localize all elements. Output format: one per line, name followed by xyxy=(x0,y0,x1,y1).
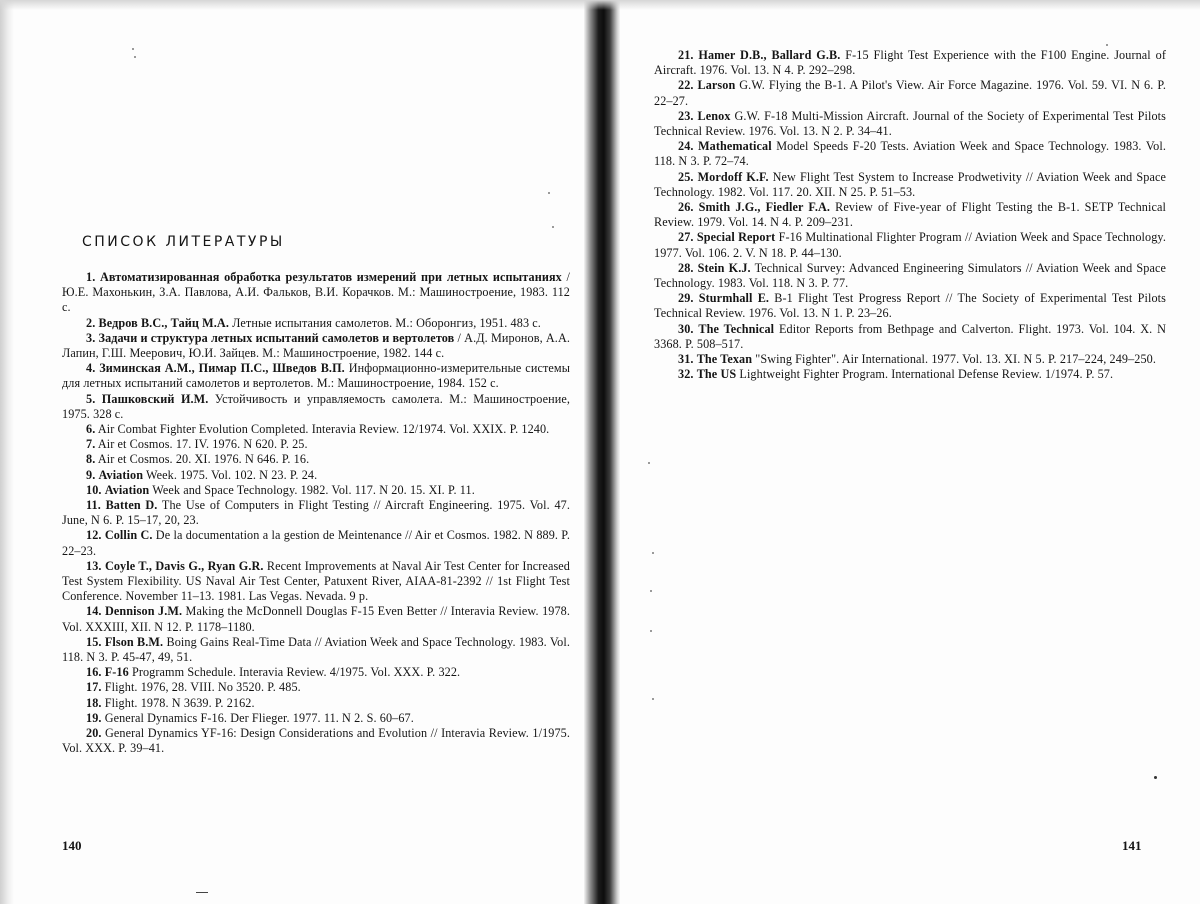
reference-author: Dennison J.M. xyxy=(105,604,183,619)
reference-entry xyxy=(62,331,570,361)
reference-author: Batten D. xyxy=(105,498,158,513)
reference-number: 9. xyxy=(86,467,96,482)
reference-details: Air Combat Fighter Evolution Completed. Interavia Review. 12/1974. Vol. XXIX. P. 1240. xyxy=(97,422,550,437)
reference-details: Programm Schedule. Interavia Review. 4/1975. Vol. XXX. P. 322. xyxy=(128,665,461,680)
reference-number: 31. xyxy=(678,352,694,367)
reference-details: Информационно-измерительные системы для летных испытаний самолетов и вертолетов. М.: Машиностроение, 1984. 152 с. xyxy=(62,361,570,391)
reference-entry xyxy=(654,48,1166,78)
reference-entry xyxy=(62,392,570,422)
page-number-right: 141 xyxy=(1122,838,1142,853)
reference-author: The Texan xyxy=(696,352,753,367)
reference-entry xyxy=(654,139,1166,169)
reference-details: General Dynamics YF-16: Design Considerations and Evolution // Interavia Review. 1/1975. Vol. XXX. P. 39–41. xyxy=(62,726,570,756)
reference-author: Ведров В.С., Тайц М.А. xyxy=(98,315,229,330)
reference-details: Week. 1975. Vol. 102. N 23. P. 24. xyxy=(143,467,318,482)
scan-speck xyxy=(648,462,650,464)
reference-details: / А.Д. Миронов, А.А. Лапин, Г.Ш. Меерович, Ю.И. Зайцев. М.: Машиностроение, 1982. 144 с. xyxy=(62,330,571,361)
reference-author: Aviation xyxy=(98,467,144,482)
reference-details: Air et Cosmos. 17. IV. 1976. N 620. P. 25. xyxy=(97,437,308,452)
reference-entry xyxy=(654,230,1166,260)
reference-entry xyxy=(62,559,570,605)
reference-author: Mathematical xyxy=(698,139,772,154)
book-gutter xyxy=(584,0,620,904)
right-page xyxy=(606,0,1200,904)
reference-entry xyxy=(62,528,570,558)
reference-entry xyxy=(62,726,570,756)
reference-details: Lightweight Fighter Program. International Defense Review. 1/1974. P. 57. xyxy=(736,367,1114,382)
reference-entry xyxy=(62,680,570,695)
reference-entry xyxy=(654,291,1166,321)
reference-number: 29. xyxy=(678,291,694,306)
reference-entry xyxy=(62,316,570,331)
reference-details: Editor Reports from Bethpage and Calverton. Flight. 1973. Vol. 104. X. N 3368. P. 508–517. xyxy=(654,321,1166,351)
reference-author: Larson xyxy=(697,78,736,93)
reference-number: 26. xyxy=(678,200,694,215)
reference-number: 15. xyxy=(86,634,102,649)
reference-details: De la documentation a la gestion de Meintenance // Air et Cosmos. 1982. N 889. P. 22–23. xyxy=(62,528,570,558)
reference-number: 21. xyxy=(678,48,694,62)
reference-details: Recent Improvements at Naval Air Test Center for Increased Test System Flexibility. US Naval Air Test Center, Patuxent River, AIAA-81-2392 // 1st Flight Test Conference. November 11–13. 1981. Las Vegas. Nevada. 9 p. xyxy=(62,558,570,604)
scan-speck xyxy=(552,226,554,228)
reference-number: 14. xyxy=(86,604,102,619)
scan-speck xyxy=(650,590,652,592)
reference-details: Flight. 1976, 28. VIII. No 3520. P. 485. xyxy=(104,680,301,695)
reference-number: 20. xyxy=(86,726,102,741)
reference-author: Special Report xyxy=(696,230,776,245)
reference-entry xyxy=(62,498,570,528)
scan-mark xyxy=(196,892,208,893)
reference-entry xyxy=(654,367,1166,382)
left-page xyxy=(0,0,594,904)
reference-number: 2. xyxy=(86,315,96,330)
reference-author: Smith J.G., Fiedler F.A. xyxy=(698,200,831,215)
left-page-content xyxy=(62,234,570,757)
reference-number: 19. xyxy=(86,710,102,725)
reference-number: 32. xyxy=(678,367,694,382)
reference-entry xyxy=(62,361,570,391)
reference-author: Lenox xyxy=(697,108,731,123)
scan-speck xyxy=(132,48,134,50)
reference-entry xyxy=(62,270,570,316)
reference-entry xyxy=(654,322,1166,352)
reference-number: 27. xyxy=(678,230,694,245)
reference-entry xyxy=(62,452,570,467)
reference-details: Flight. 1978. N 3639. P. 2162. xyxy=(104,695,255,710)
reference-number: 8. xyxy=(86,452,96,467)
reference-details: The Use of Computers in Flight Testing // Aircraft Engineering. 1975. Vol. 47. June, N 6. P. 15–17, 20, 23. xyxy=(62,498,570,528)
reference-number: 1. xyxy=(86,270,96,284)
reference-details: B-1 Flight Test Progress Report // The Society of Experimental Test Pilots Technical Review. 1976. Vol. 13. N 1. P. 23–26. xyxy=(654,291,1166,321)
reference-entry xyxy=(62,696,570,711)
reference-details: Model Speeds F-20 Tests. Aviation Week and Space Technology. 1983. Vol. 118. N 3. P. 72–74. xyxy=(654,139,1166,169)
reference-details: G.W. F-18 Multi-Mission Aircraft. Journal of the Society of Experimental Test Pilots Technical Review. 1976. Vol. 13. N 2. P. 34–41. xyxy=(654,108,1166,139)
reference-details: Устойчивость и управляемость самолета. М.: Машиностроение, 1975. 328 с. xyxy=(62,391,571,421)
reference-details: F-16 Multinational Flighter Program // Aviation Week and Space Technology. 1977. Vol. 106. 2. V. N 18. P. 44–130. xyxy=(654,230,1166,260)
reference-author: Aviation xyxy=(104,482,150,497)
scan-speck xyxy=(652,698,654,700)
reference-entry xyxy=(654,352,1166,367)
reference-details: / Ю.Е. Махонькин, З.А. Павлова, А.И. Фальков, В.И. Корачков. М.: Машиностроение, 1983. 112 с. xyxy=(62,270,570,315)
reference-entry xyxy=(62,468,570,483)
reference-details: Boing Gains Real-Time Data // Aviation Week and Space Technology. 1983. Vol. 118. N 3. P. 45-47, 49, 51. xyxy=(62,634,571,665)
scan-speck xyxy=(548,192,550,194)
reference-author: Автоматизированная обработка результатов измерений при летных испытаниях xyxy=(100,270,562,284)
reference-author: Stein K.J. xyxy=(697,260,751,275)
bibliography-heading: СПИСОК ЛИТЕРАТУРЫ xyxy=(82,234,285,250)
reference-details: Technical Survey: Advanced Engineering Simulators // Aviation Week and Space Technology. 1983. Vol. 118. N 3. P. 77. xyxy=(654,260,1166,291)
reference-number: 24. xyxy=(678,139,694,154)
reference-entry xyxy=(62,604,570,634)
reference-entry xyxy=(654,261,1166,291)
reference-details: Air et Cosmos. 20. XI. 1976. N 646. P. 16. xyxy=(97,452,310,467)
reference-entry xyxy=(62,635,570,665)
reference-entry xyxy=(654,170,1166,200)
reference-number: 23. xyxy=(678,108,694,123)
reference-author: The US xyxy=(696,367,737,382)
reference-entry xyxy=(62,422,570,437)
reference-details: "Swing Fighter". Air International. 1977. Vol. 13. XI. N 5. P. 217–224, 249–250. xyxy=(752,352,1157,367)
reference-number: 18. xyxy=(86,695,102,710)
reference-list-left xyxy=(62,270,570,757)
reference-number: 25. xyxy=(678,169,694,184)
reference-entry xyxy=(654,78,1166,108)
reference-author: Пашковский И.М. xyxy=(101,391,209,406)
reference-details: F-15 Flight Test Experience with the F100 Engine. Journal of Aircraft. 1976. Vol. 13. N 4. P. 292–298. xyxy=(654,48,1166,78)
reference-entry xyxy=(654,200,1166,230)
reference-author: Mordoff K.F. xyxy=(697,169,769,184)
page-top-shadow xyxy=(0,0,1200,10)
reference-number: 7. xyxy=(86,437,96,452)
reference-author: Flson B.M. xyxy=(104,634,164,649)
reference-list-right xyxy=(654,48,1166,382)
reference-number: 16. xyxy=(86,665,102,680)
right-page-content xyxy=(654,48,1166,382)
reference-details: Week and Space Technology. 1982. Vol. 117. N 20. 15. XI. P. 11. xyxy=(149,482,475,497)
reference-details: New Flight Test System to Increase Prodwetivity // Aviation Week and Space Technology. 1982. Vol. 117. 20. XII. N 25. P. 51–53. xyxy=(654,169,1166,199)
reference-details: Летные испытания самолетов. М.: Оборонгиз, 1951. 483 с. xyxy=(228,315,541,330)
reference-author: Sturmhall E. xyxy=(698,291,770,306)
reference-number: 4. xyxy=(86,361,96,376)
reference-author: Coyle T., Davis G., Ryan G.R. xyxy=(104,558,264,573)
reference-number: 10. xyxy=(86,482,102,497)
reference-entry xyxy=(62,483,570,498)
reference-author: Hamer D.B., Ballard G.B. xyxy=(698,48,841,62)
reference-entry xyxy=(654,109,1166,139)
reference-author: Задачи и структура летных испытаний самолетов и вертолетов xyxy=(98,330,455,345)
reference-entry xyxy=(62,711,570,726)
page-number-left: 140 xyxy=(62,838,82,853)
reference-number: 17. xyxy=(86,680,102,695)
reference-author: The Technical xyxy=(698,321,775,336)
reference-number: 11. xyxy=(86,498,101,513)
reference-number: 3. xyxy=(86,330,96,345)
reference-details: Review of Five-year of Flight Testing the B-1. SETP Technical Review. 1979. Vol. 14. N 4. P. 209–231. xyxy=(654,200,1166,230)
reference-number: 12. xyxy=(86,528,102,543)
reference-entry xyxy=(62,437,570,452)
scan-speck xyxy=(652,552,654,554)
scan-speck xyxy=(1154,776,1157,779)
reference-author: Зиминская А.М., Пимар П.С., Шведов В.П. xyxy=(99,361,345,376)
reference-details: General Dynamics F-16. Der Flieger. 1977. 11. N 2. S. 60–67. xyxy=(104,710,414,725)
reference-author: F-16 xyxy=(104,665,129,680)
reference-details: G.W. Flying the B-1. A Pilot's View. Air Force Magazine. 1976. Vol. 59. VI. N 6. P. 22–27. xyxy=(654,78,1166,108)
scan-speck xyxy=(134,56,136,58)
reference-number: 5. xyxy=(86,391,96,406)
reference-number: 6. xyxy=(86,422,96,437)
reference-author: Collin C. xyxy=(104,528,153,543)
reference-number: 30. xyxy=(678,321,694,336)
scan-speck xyxy=(650,630,652,632)
scan-speck xyxy=(1106,44,1108,46)
reference-details: Making the McDonnell Douglas F-15 Even Better // Interavia Review. 1978. Vol. XXXIII, XII. N 12. P. 1178–1180. xyxy=(62,604,570,634)
reference-number: 28. xyxy=(678,260,694,275)
reference-number: 13. xyxy=(86,558,102,573)
page-edge-shadow xyxy=(0,0,14,904)
reference-number: 22. xyxy=(678,78,694,93)
reference-entry xyxy=(62,665,570,680)
